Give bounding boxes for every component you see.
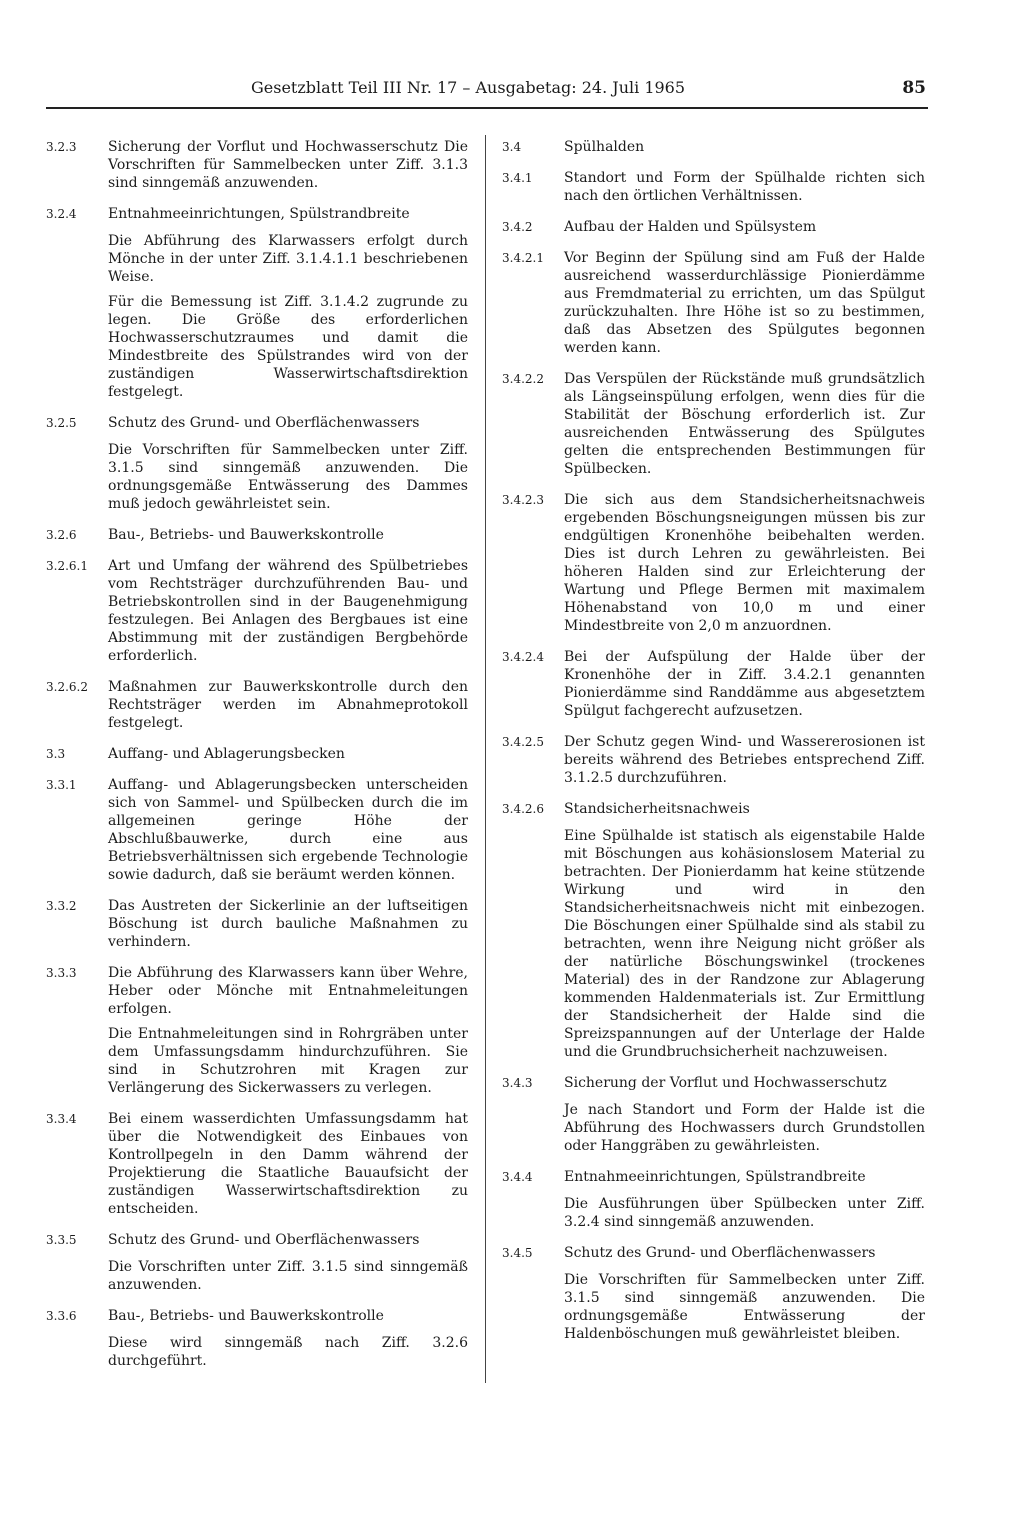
section-paragraph: Die Entnahmeleitungen sind in Rohrgräben unter dem Umfassungsdamm hindurchzuführen. Sie sind in Schutzrohren mit Kragen zur Verlängerung des Sickerwassers zu verlegen. [108, 1026, 468, 1096]
section-paragraph: Die Ausführungen über Spülbecken unter Ziff. 3.2.4 sind sinngemäß anzuwenden. [564, 1196, 925, 1230]
section-heading: Schutz des Grund- und Oberflächenwassers [108, 1232, 420, 1248]
section-entry [46, 678, 468, 732]
left-column [46, 138, 468, 1383]
section-entry [46, 745, 468, 763]
section-entry [46, 205, 468, 401]
section-body [564, 733, 925, 787]
section-body [564, 1244, 925, 1343]
section-paragraph: Auffang- und Ablagerungsbecken unterscheiden sich von Sammel- und Spülbecken durch die im allgemeinen geringe Höhe der Abschlußbauwerke, durch eine aus Betriebsverhältnissen sich ergebende Technologie sowie dadurch, daß sie beräumt werden können. [108, 777, 468, 883]
section-entry [502, 1168, 925, 1231]
column-divider [485, 135, 486, 1383]
section-paragraph: Die Abführung des Klarwassers kann über Wehre, Heber oder Mönche mit Entnahmeleitungen erfolgen. [108, 965, 468, 1017]
section-paragraph: Das Verspülen der Rückstände muß grundsätzlich als Längseinspülung erfolgen, wenn dies für die Stabilität der Böschung erforderlich ist. Zur ausreichenden Entwässerung des Spülgutes gelten die entsprechenden Bestimmungen für Spülbecken. [564, 371, 925, 477]
section-body [564, 218, 925, 236]
section-entry [46, 776, 468, 884]
section-paragraph: Bei einem wasserdichten Umfassungsdamm hat über die Notwendigkeit des Einbaues von Kontrollpegeln in den Damm während der Projektierung die Staatliche Bauaufsicht der zuständigen Wasserwirtschaftsdirektion zu entscheiden. [108, 1111, 468, 1217]
section-paragraph: Vor Beginn der Spülung sind am Fuß der Halde ausreichend wasserdurchlässige Pionierdämme aus Fremdmaterial zu errichten, um das Spülgut zurückzuhalten. Ihre Höhe ist so zu bestimmen, daß das Absetzen des Spülgutes begonnen werden kann. [564, 250, 925, 356]
section-number: 3.4.2.1 [502, 251, 544, 265]
section-body [108, 526, 468, 544]
page-title: Gesetzblatt Teil III Nr. 17 – Ausgabetag: 24. Juli 1965 [251, 78, 686, 97]
right-column [502, 138, 925, 1356]
section-paragraph: Bei der Aufspülung der Halde über der Kronenhöhe der in Ziff. 3.4.2.1 genannten Pionierdämme sind Randdämme aus abgesetztem Spülgut fachgerecht aufzusetzen. [564, 649, 925, 719]
section-paragraph: Für die Bemessung ist Ziff. 3.1.4.2 zugrunde zu legen. Die Größe des erforderlichen Hochwasserschutzraumes und damit die Mindestbreite des Spülstrandes wird von der zuständigen Wasserwirtschaftsdirektion festgelegt. [108, 294, 468, 400]
section-entry [502, 370, 925, 478]
section-entry [502, 169, 925, 205]
section-body [564, 800, 925, 1061]
section-entry [502, 491, 925, 635]
section-number: 3.2.5 [46, 416, 77, 430]
section-body [564, 648, 925, 720]
section-number: 3.4.2.3 [502, 493, 544, 507]
section-heading: Entnahmeeinrichtungen, Spülstrandbreite [108, 206, 410, 222]
section-number: 3.3.2 [46, 899, 77, 913]
section-entry [46, 1110, 468, 1218]
section-paragraph: Art und Umfang der während des Spülbetriebes vom Rechtsträger durchzuführenden Bau- und Betriebskontrollen sind in der Baugenehmigung festzulegen. Bei Anlagen des Bergbaues ist eine Abstimmung mit der zuständigen Bergbehörde erforderlich. [108, 558, 468, 664]
section-number: 3.4 [502, 140, 522, 154]
section-body [564, 1168, 925, 1231]
section-heading: Aufbau der Halden und Spülsystem [564, 219, 817, 235]
section-number: 3.4.2.5 [502, 735, 544, 749]
section-heading: Schutz des Grund- und Oberflächenwassers [564, 1245, 876, 1261]
section-number: 3.2.6 [46, 528, 77, 542]
section-body [108, 745, 468, 763]
section-body [108, 776, 468, 884]
section-heading: Spülhalden [564, 139, 645, 155]
section-entry [502, 733, 925, 787]
section-number: 3.2.3 [46, 140, 77, 154]
section-heading: Schutz des Grund- und Oberflächenwassers [108, 415, 420, 431]
section-paragraph: Die Abführung des Klarwassers erfolgt durch Mönche in der unter Ziff. 3.1.4.1.1 beschriebenen Weise. [108, 233, 468, 285]
section-number: 3.4.1 [502, 171, 533, 185]
section-entry [502, 1074, 925, 1155]
section-body [564, 249, 925, 357]
section-number: 3.2.4 [46, 207, 77, 221]
section-entry [502, 1244, 925, 1343]
section-heading: Auffang- und Ablagerungsbecken [108, 746, 345, 762]
section-entry [46, 557, 468, 665]
section-paragraph: Diese wird sinngemäß nach Ziff. 3.2.6 durchgeführt. [108, 1335, 468, 1369]
section-number: 3.4.2 [502, 220, 533, 234]
section-body [564, 1074, 925, 1155]
section-heading: Sicherung der Vorflut und Hochwasserschutz [564, 1075, 887, 1091]
section-number: 3.3.4 [46, 1112, 77, 1126]
page-number: 85 [902, 78, 926, 98]
section-body [108, 414, 468, 513]
section-paragraph: Sicherung der Vorflut und Hochwasserschutz Die Vorschriften für Sammelbecken unter Ziff. 3.1.3 sind sinngemäß anzuwenden. [108, 139, 468, 191]
section-number: 3.4.2.2 [502, 372, 544, 386]
section-heading: Bau-, Betriebs- und Bauwerkskontrolle [108, 1308, 384, 1324]
section-paragraph: Der Schutz gegen Wind- und Wassererosionen ist bereits während des Betriebes entsprechend Ziff. 3.1.2.5 durchzuführen. [564, 734, 925, 786]
section-number: 3.4.4 [502, 1170, 533, 1184]
section-entry [502, 648, 925, 720]
section-entry [46, 526, 468, 544]
section-body [108, 557, 468, 665]
section-paragraph: Die sich aus dem Standsicherheitsnachweis ergebenden Böschungsneigungen müssen bis zur endgültigen Kronenhöhe beibehalten werden. Dies ist durch Lehren zu gewährleisten. Bei höheren Halden sind zur Erleichterung der Wartung und Pflege Bermen mit maximalem Höhenabstand von 10,0 m und einer Mindestbreite von 2,0 m anzuordnen. [564, 492, 925, 634]
section-number: 3.2.6.1 [46, 559, 88, 573]
section-number: 3.2.6.2 [46, 680, 88, 694]
section-heading: Entnahmeeinrichtungen, Spülstrandbreite [564, 1169, 866, 1185]
section-paragraph: Je nach Standort und Form der Halde ist die Abführung des Hochwassers durch Grundstollen oder Hanggräben zu gewährleisten. [564, 1102, 925, 1154]
section-number: 3.4.3 [502, 1076, 533, 1090]
section-body [108, 138, 468, 192]
section-paragraph: Die Vorschriften für Sammelbecken unter Ziff. 3.1.5 sind sinngemäß anzuwenden. Die ordnungsgemäße Entwässerung des Dammes muß jedoch gewährleistet sein. [108, 442, 468, 512]
section-body [108, 1307, 468, 1370]
section-number: 3.4.2.4 [502, 650, 544, 664]
section-paragraph: Standort und Form der Spülhalde richten sich nach den örtlichen Verhältnissen. [564, 170, 925, 204]
section-heading: Bau-, Betriebs- und Bauwerkskontrolle [108, 527, 384, 543]
section-body [108, 964, 468, 1097]
section-paragraph: Eine Spülhalde ist statisch als eigenstabile Halde mit Böschungen aus kohäsionslosem Material zu betrachten. Der Pionierdamm hat keine stützende Wirkung und wird in den Standsicherheitsnachweis nicht mit einbezogen. Die Böschungen einer Spülhalde sind als stabil zu betrachten, wenn ihre Neigung nicht größer als der natürliche Böschungswinkel (trockenes Material) des in der Randzone zur Ablagerung kommenden Haldenmaterials ist. Zur Ermittlung der Standsicherheit der Halde sind die Spreizspannungen auf der Unterlage der Halde und die Grundbruchsicherheit nachzuweisen. [564, 828, 925, 1060]
header-rule [46, 107, 928, 109]
section-number: 3.3.3 [46, 966, 77, 980]
section-entry [46, 414, 468, 513]
section-heading: Standsicherheitsnachweis [564, 801, 750, 817]
section-entry [46, 1307, 468, 1370]
section-entry [46, 897, 468, 951]
section-entry [502, 218, 925, 236]
section-body [108, 1231, 468, 1294]
section-number: 3.3.1 [46, 778, 77, 792]
section-paragraph: Maßnahmen zur Bauwerkskontrolle durch den Rechtsträger werden im Abnahmeprotokoll festgelegt. [108, 679, 468, 731]
section-entry [502, 800, 925, 1061]
page-header [46, 78, 926, 108]
section-body [108, 678, 468, 732]
section-number: 3.3 [46, 747, 66, 761]
section-entry [502, 249, 925, 357]
section-entry [502, 138, 925, 156]
section-number: 3.4.5 [502, 1246, 533, 1260]
section-entry [46, 138, 468, 192]
section-number: 3.3.5 [46, 1233, 77, 1247]
section-paragraph: Das Austreten der Sickerlinie an der luftseitigen Böschung ist durch bauliche Maßnahmen zu verhindern. [108, 898, 468, 950]
section-entry [46, 964, 468, 1097]
section-body [108, 897, 468, 951]
section-body [564, 370, 925, 478]
section-number: 3.4.2.6 [502, 802, 544, 816]
section-paragraph: Die Vorschriften unter Ziff. 3.1.5 sind sinngemäß anzuwenden. [108, 1259, 468, 1293]
section-entry [46, 1231, 468, 1294]
section-body [564, 491, 925, 635]
section-body [108, 205, 468, 401]
section-number: 3.3.6 [46, 1309, 77, 1323]
section-body [564, 138, 925, 156]
section-body [108, 1110, 468, 1218]
section-paragraph: Die Vorschriften für Sammelbecken unter Ziff. 3.1.5 sind sinngemäß anzuwenden. Die ordnungsgemäße Entwässerung der Haldenböschungen muß gewährleistet bleiben. [564, 1272, 925, 1342]
section-body [564, 169, 925, 205]
